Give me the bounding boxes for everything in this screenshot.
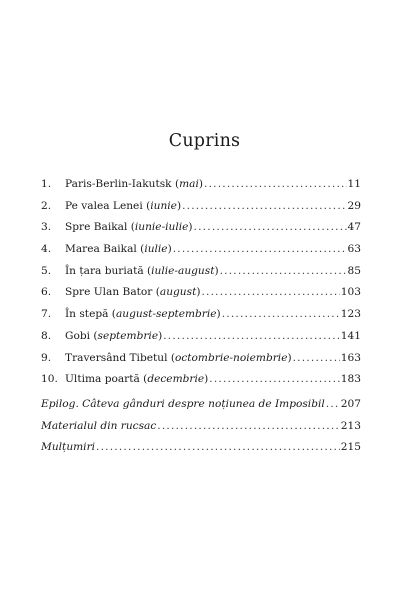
leader-dots [96, 441, 340, 453]
section-title: Epilog. Câteva gânduri despre noțiunea de Imposibil [41, 398, 325, 410]
chapter-number: 8. [41, 329, 52, 342]
toc-entry [41, 352, 361, 374]
chapter-title: Gobi (septembrie) [65, 329, 163, 342]
leader-dots [222, 308, 340, 320]
section-title: Mulțumiri [41, 441, 96, 454]
page-number: 103 [340, 286, 361, 299]
toc-entry [41, 178, 361, 200]
chapter-number: 10. [41, 373, 58, 386]
table-of-contents [41, 178, 361, 395]
leader-dots [293, 352, 340, 364]
chapter-number: 6. [41, 286, 52, 299]
page-number: 29 [347, 199, 361, 212]
page-number: 141 [340, 329, 361, 342]
page-number: 213 [340, 419, 361, 432]
page-number: 11 [347, 178, 361, 190]
leader-dots [204, 178, 347, 190]
chapter-title: În stepă (august-septembrie) [65, 308, 221, 321]
chapter-number: 9. [41, 351, 52, 364]
chapter-number: 2. [41, 199, 52, 212]
toc-entry [41, 243, 361, 265]
leader-dots [163, 330, 340, 342]
section-title: Materialul din rucsac [41, 419, 157, 432]
toc-entry [41, 330, 361, 352]
toc-appendix-section [41, 398, 361, 463]
page-number: 63 [347, 243, 361, 256]
chapter-number: 4. [41, 243, 52, 256]
page-number: 47 [347, 221, 361, 234]
toc-entry [41, 221, 361, 243]
chapter-title: Spre Baikal (iunie-iulie) [65, 221, 193, 234]
page-number: 85 [347, 264, 361, 277]
toc-entry [41, 200, 361, 222]
chapter-title: Spre Ulan Bator (august) [65, 286, 201, 299]
leader-dots [194, 221, 347, 233]
chapter-title: Pe valea Lenei (iunie) [65, 199, 182, 212]
page-number: 183 [340, 373, 361, 386]
chapter-title: Ultima poartă (decembrie) [65, 373, 209, 386]
toc-entry [41, 308, 361, 330]
leader-dots [220, 265, 347, 277]
page-number: 215 [340, 441, 361, 454]
toc-entry [41, 373, 361, 395]
leader-dots [209, 373, 339, 385]
page-title: Cuprins [168, 131, 241, 151]
toc-entry [41, 420, 361, 442]
chapter-title: Marea Baikal (iulie) [65, 243, 172, 256]
page-number: 207 [340, 398, 361, 410]
chapter-number: 5. [41, 264, 52, 277]
leader-dots [173, 243, 347, 255]
page-number: 163 [340, 351, 361, 364]
leader-dots [157, 420, 339, 432]
toc-entry [41, 398, 361, 420]
page-number: 123 [340, 308, 361, 321]
leader-dots [182, 200, 346, 212]
toc-entry [41, 286, 361, 308]
chapter-title: Paris-Berlin-Iakutsk (mai) [65, 178, 203, 190]
chapter-number: 1. [41, 178, 52, 190]
chapter-number: 7. [41, 308, 52, 321]
leader-dots [201, 286, 339, 298]
leader-dots [326, 398, 340, 410]
chapter-title: Traversând Tibetul (octombrie-noiembrie) [65, 351, 292, 364]
chapter-number: 3. [41, 221, 52, 234]
toc-entry [41, 441, 361, 463]
toc-entry [41, 265, 361, 287]
chapter-title: În țara buriată (iulie-august) [65, 264, 219, 277]
